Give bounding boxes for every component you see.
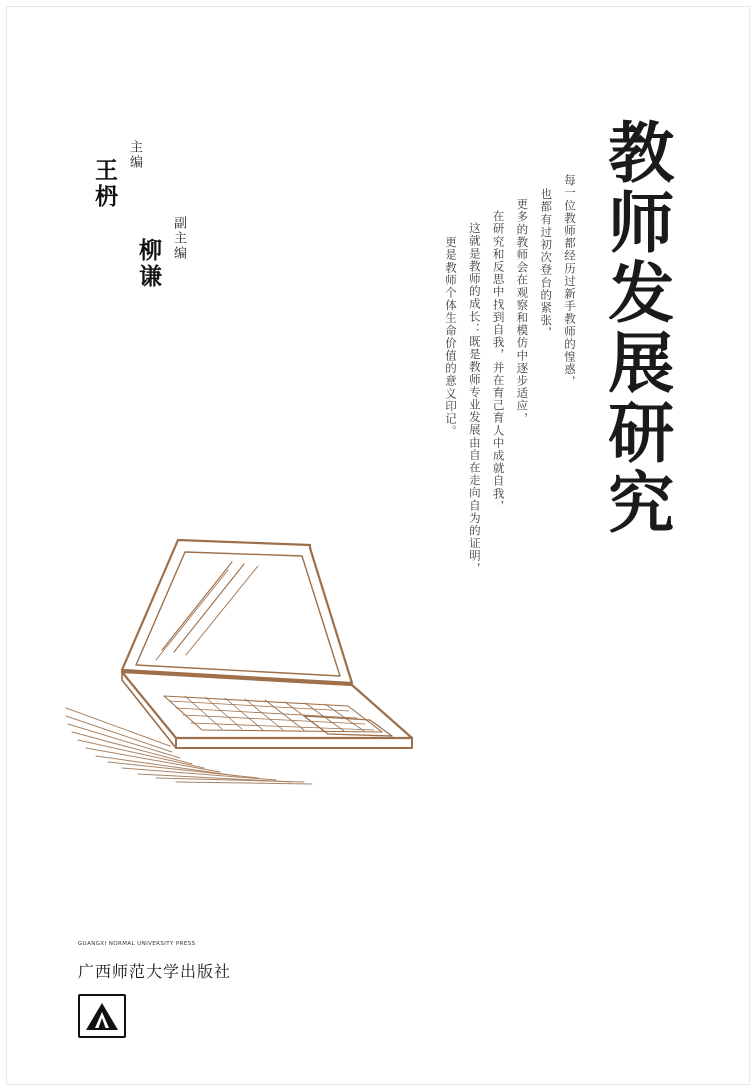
deputy-editor-role: 副主编 <box>171 216 186 261</box>
blurb-line: 每一位教师都经历过新手教师的惶惑， <box>563 174 577 389</box>
blurb-line: 这就是教师的成长：既是教师专业发展由自在走向自为的证明， <box>467 222 482 575</box>
chief-editor-name: 王枬 <box>91 158 118 210</box>
deputy-editor-group <box>132 216 188 290</box>
chief-editor-group <box>88 140 144 210</box>
blurb-line: 在研究和反思中找到自我，并在育己育人中成就自我， <box>491 210 506 513</box>
publisher-block <box>78 941 248 1043</box>
publisher-name-en: GUANGXI NORMAL UNIVERSITY PRESS <box>78 941 196 947</box>
blurb-line: 也都有过初次登台的紧张， <box>539 188 554 340</box>
book-title-block <box>583 118 688 538</box>
editor-credits <box>84 140 204 340</box>
publisher-name-cn: 广西师范大学出版社 <box>78 962 232 981</box>
page-title: 教师发展研究 <box>596 118 675 538</box>
deputy-editor-name: 柳谦 <box>135 238 162 290</box>
publisher-name-row <box>78 964 248 980</box>
blurb-line: 更多的教师会在观察和模仿中逐步适应， <box>515 198 530 425</box>
chief-editor-role: 主编 <box>127 140 142 170</box>
publisher-logo <box>78 994 248 1043</box>
laptop-sketch-icon <box>52 500 482 820</box>
cover-blurb <box>433 136 577 575</box>
blurb-line: 更是教师个体生命价值的意义印记。 <box>444 236 459 438</box>
